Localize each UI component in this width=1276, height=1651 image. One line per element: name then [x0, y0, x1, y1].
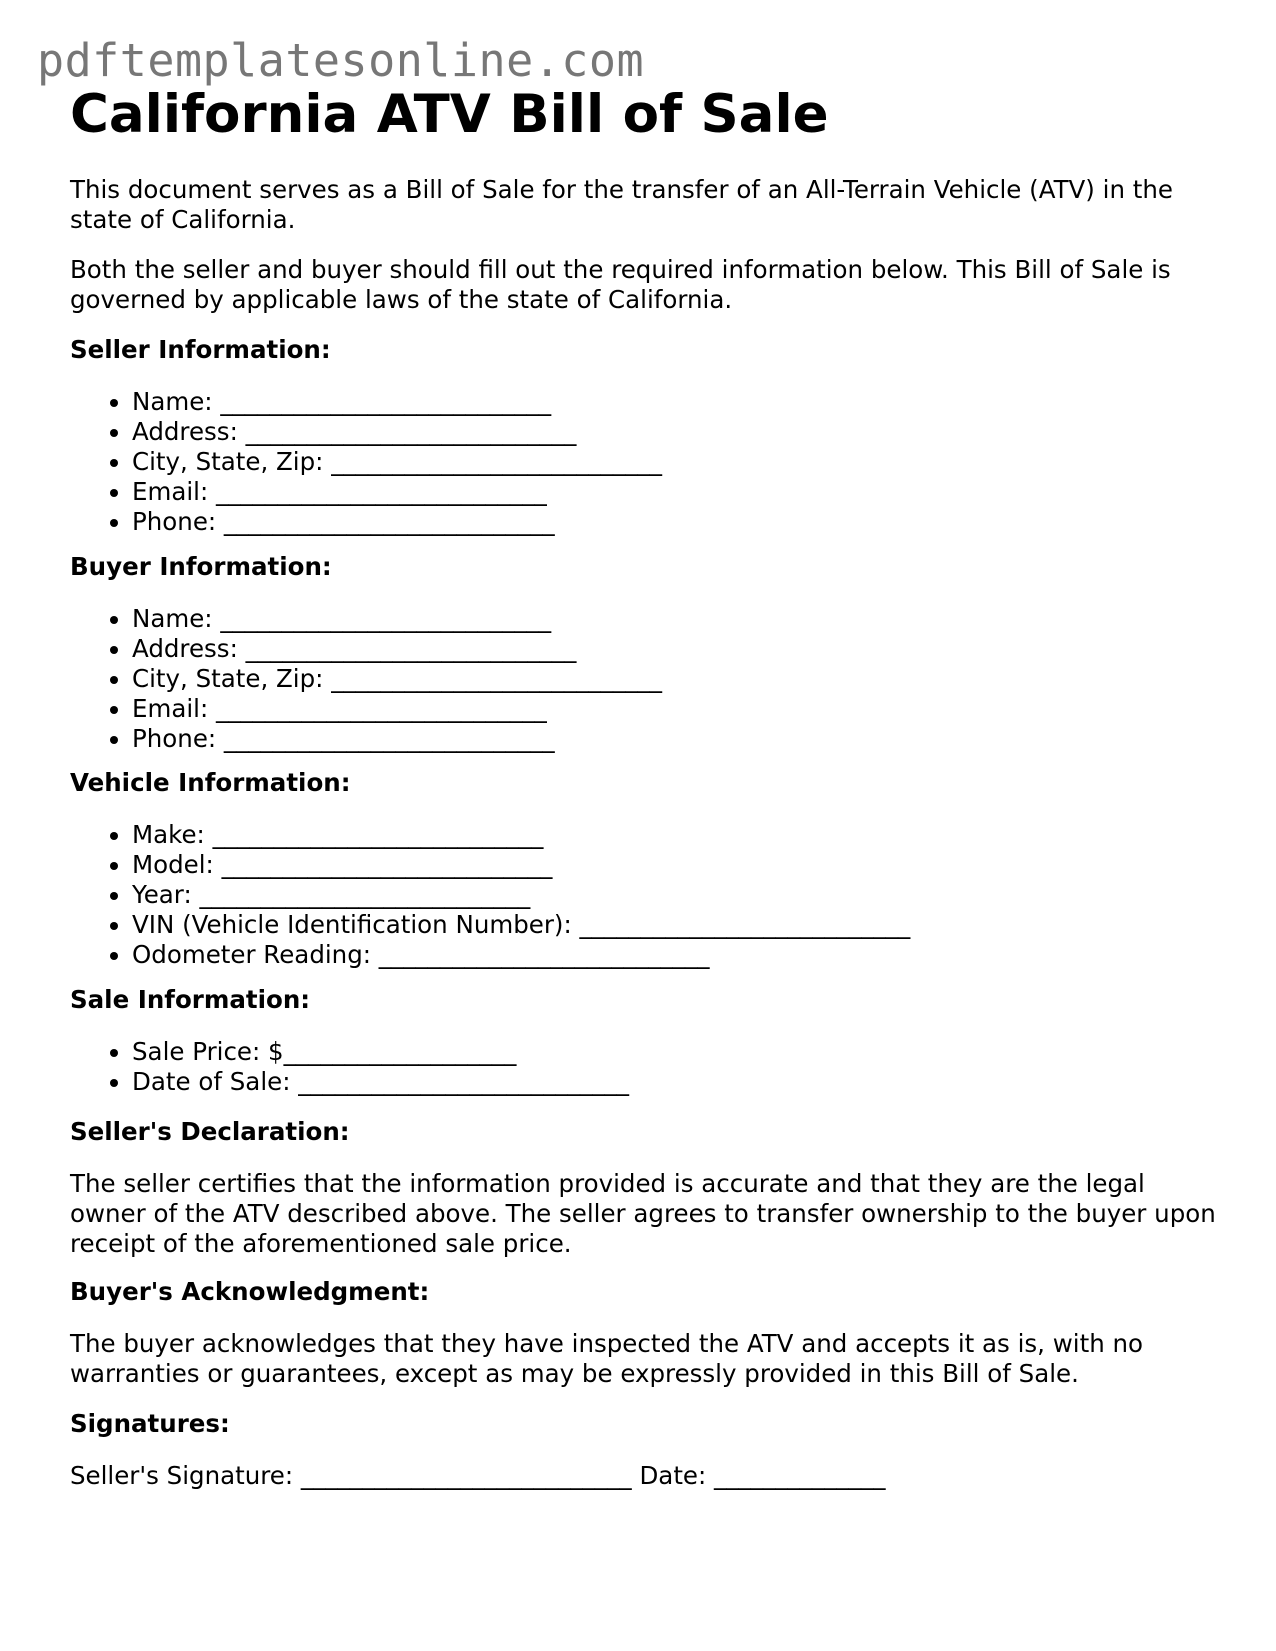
vehicle-year-field[interactable]: • Year: ___________________________: [132, 880, 1220, 910]
vehicle-model-field[interactable]: • Model: ___________________________: [132, 850, 1220, 880]
declaration-text: The seller certifies that the information provided is accurate and that they are the legal owner of the ATV described above. The seller agrees to transfer ownership to the buyer upon receipt of the aforementioned sale price.: [70, 1169, 1216, 1258]
buyer-email-field[interactable]: • Email: ___________________________: [132, 694, 1220, 724]
declaration-section: [70, 1117, 1220, 1259]
buyer-fields-list: [70, 604, 1220, 754]
buyer-phone-field[interactable]: • Phone: ___________________________: [132, 724, 1220, 754]
seller-section: [70, 335, 1220, 537]
buyer-city-state-zip-field[interactable]: • City, State, Zip: ___________________________: [132, 664, 1220, 694]
declaration-heading: Seller's Declaration:: [70, 1117, 350, 1146]
acknowledgment-section: [70, 1277, 1220, 1389]
watermark: pdftemplatesonline.com: [37, 34, 645, 87]
sale-section: [70, 985, 1220, 1097]
vehicle-heading: Vehicle Information:: [70, 768, 351, 797]
signatures-heading: Signatures:: [70, 1409, 230, 1438]
seller-heading: Seller Information:: [70, 335, 331, 364]
buyer-section: [70, 552, 1220, 754]
intro-paragraph-1: [70, 175, 1220, 235]
acknowledgment-text: The buyer acknowledges that they have inspected the ATV and accepts it as is, with no warranties or guarantees, except as may be expressly provided in this Bill of Sale.: [70, 1329, 1144, 1388]
vehicle-section: [70, 768, 1220, 970]
sale-price-field[interactable]: • Sale Price: $___________________: [132, 1037, 1220, 1067]
sale-date-field[interactable]: • Date of Sale: ___________________________: [132, 1067, 1220, 1097]
acknowledgment-heading: Buyer's Acknowledgment:: [70, 1277, 430, 1306]
seller-signature-line[interactable]: Seller's Signature: ___________________________ Date: ______________: [70, 1461, 886, 1490]
seller-fields-list: [70, 387, 1220, 537]
buyer-name-field[interactable]: • Name: ___________________________: [132, 604, 1220, 634]
intro-text-1: This document serves as a Bill of Sale for the transfer of an All-Terrain Vehicle (ATV) in the state of California.: [70, 175, 1173, 234]
vehicle-fields-list: [70, 820, 1220, 970]
document-title: California ATV Bill of Sale: [70, 84, 829, 145]
buyer-address-field[interactable]: • Address: ___________________________: [132, 634, 1220, 664]
vehicle-vin-field[interactable]: • VIN (Vehicle Identification Number): ___________________________: [132, 910, 1220, 940]
seller-email-field[interactable]: • Email: ___________________________: [132, 477, 1220, 507]
signatures-section: [70, 1409, 1220, 1491]
intro-paragraph-2: [70, 255, 1220, 315]
vehicle-make-field[interactable]: • Make: ___________________________: [132, 820, 1220, 850]
intro-text-2: Both the seller and buyer should fill out the required information below. This Bill of Sale is governed by applicable laws of the state of California.: [70, 255, 1171, 314]
seller-phone-field[interactable]: • Phone: ___________________________: [132, 507, 1220, 537]
buyer-heading: Buyer Information:: [70, 552, 332, 581]
seller-city-state-zip-field[interactable]: • City, State, Zip: ___________________________: [132, 447, 1220, 477]
sale-fields-list: [70, 1037, 1220, 1097]
seller-address-field[interactable]: • Address: ___________________________: [132, 417, 1220, 447]
seller-name-field[interactable]: • Name: ___________________________: [132, 387, 1220, 417]
vehicle-odometer-field[interactable]: • Odometer Reading: ___________________________: [132, 940, 1220, 970]
sale-heading: Sale Information:: [70, 985, 311, 1014]
